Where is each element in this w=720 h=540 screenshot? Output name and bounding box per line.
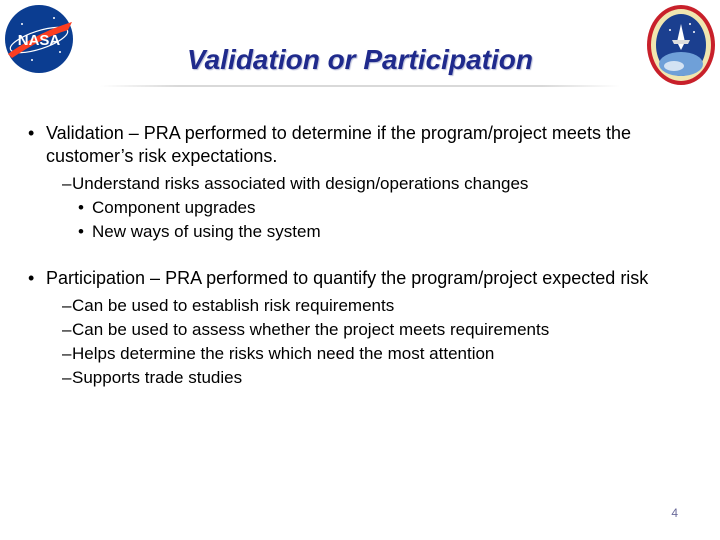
sub-bullet-establish-requirements [62,294,698,318]
bullet-validation [28,122,698,168]
dash-marker: – [62,320,72,339]
sub-sub-bullet-text: New ways of using the system [92,222,321,241]
sub-bullet-text: Understand risks associated with design/operations changes [72,174,529,193]
bullet-marker: • [28,268,35,288]
sub-bullet-assess-requirements [62,318,698,342]
sub-sub-bullet-component-upgrades [78,196,698,220]
slide-content [28,122,698,390]
title-divider [100,85,620,87]
nasa-logo-text: NASA [17,32,61,49]
bullet-text: Validation – PRA performed to determine if the program/project meets the customer’s risk expectations. [46,123,631,166]
sub-bullet-text: Can be used to establish risk requirements [72,296,395,315]
bullet-participation [28,267,698,290]
dash-marker: – [62,174,72,193]
bullet-marker: • [28,123,35,143]
slide-title: Validation or Participation [187,44,533,75]
dash-marker: – [62,296,72,315]
sub-bullet-text: Can be used to assess whether the project meets requirements [72,320,550,339]
sub-bullet-understand-risks [62,172,698,196]
sub-bullet-trade-studies [62,366,698,390]
bullet-marker: • [78,222,84,241]
page-number: 4 [671,506,678,520]
bullet-marker: • [78,198,84,217]
dash-marker: – [62,344,72,363]
sub-bullet-text: Supports trade studies [72,368,243,387]
sub-sub-bullet-new-ways [78,220,698,244]
sub-sub-bullet-text: Component upgrades [92,198,256,217]
dash-marker: – [62,368,72,387]
sub-bullet-determine-risks [62,342,698,366]
sub-bullet-text: Helps determine the risks which need the most attention [72,344,495,363]
bullet-text: Participation – PRA performed to quantify the program/project expected risk [46,268,649,288]
